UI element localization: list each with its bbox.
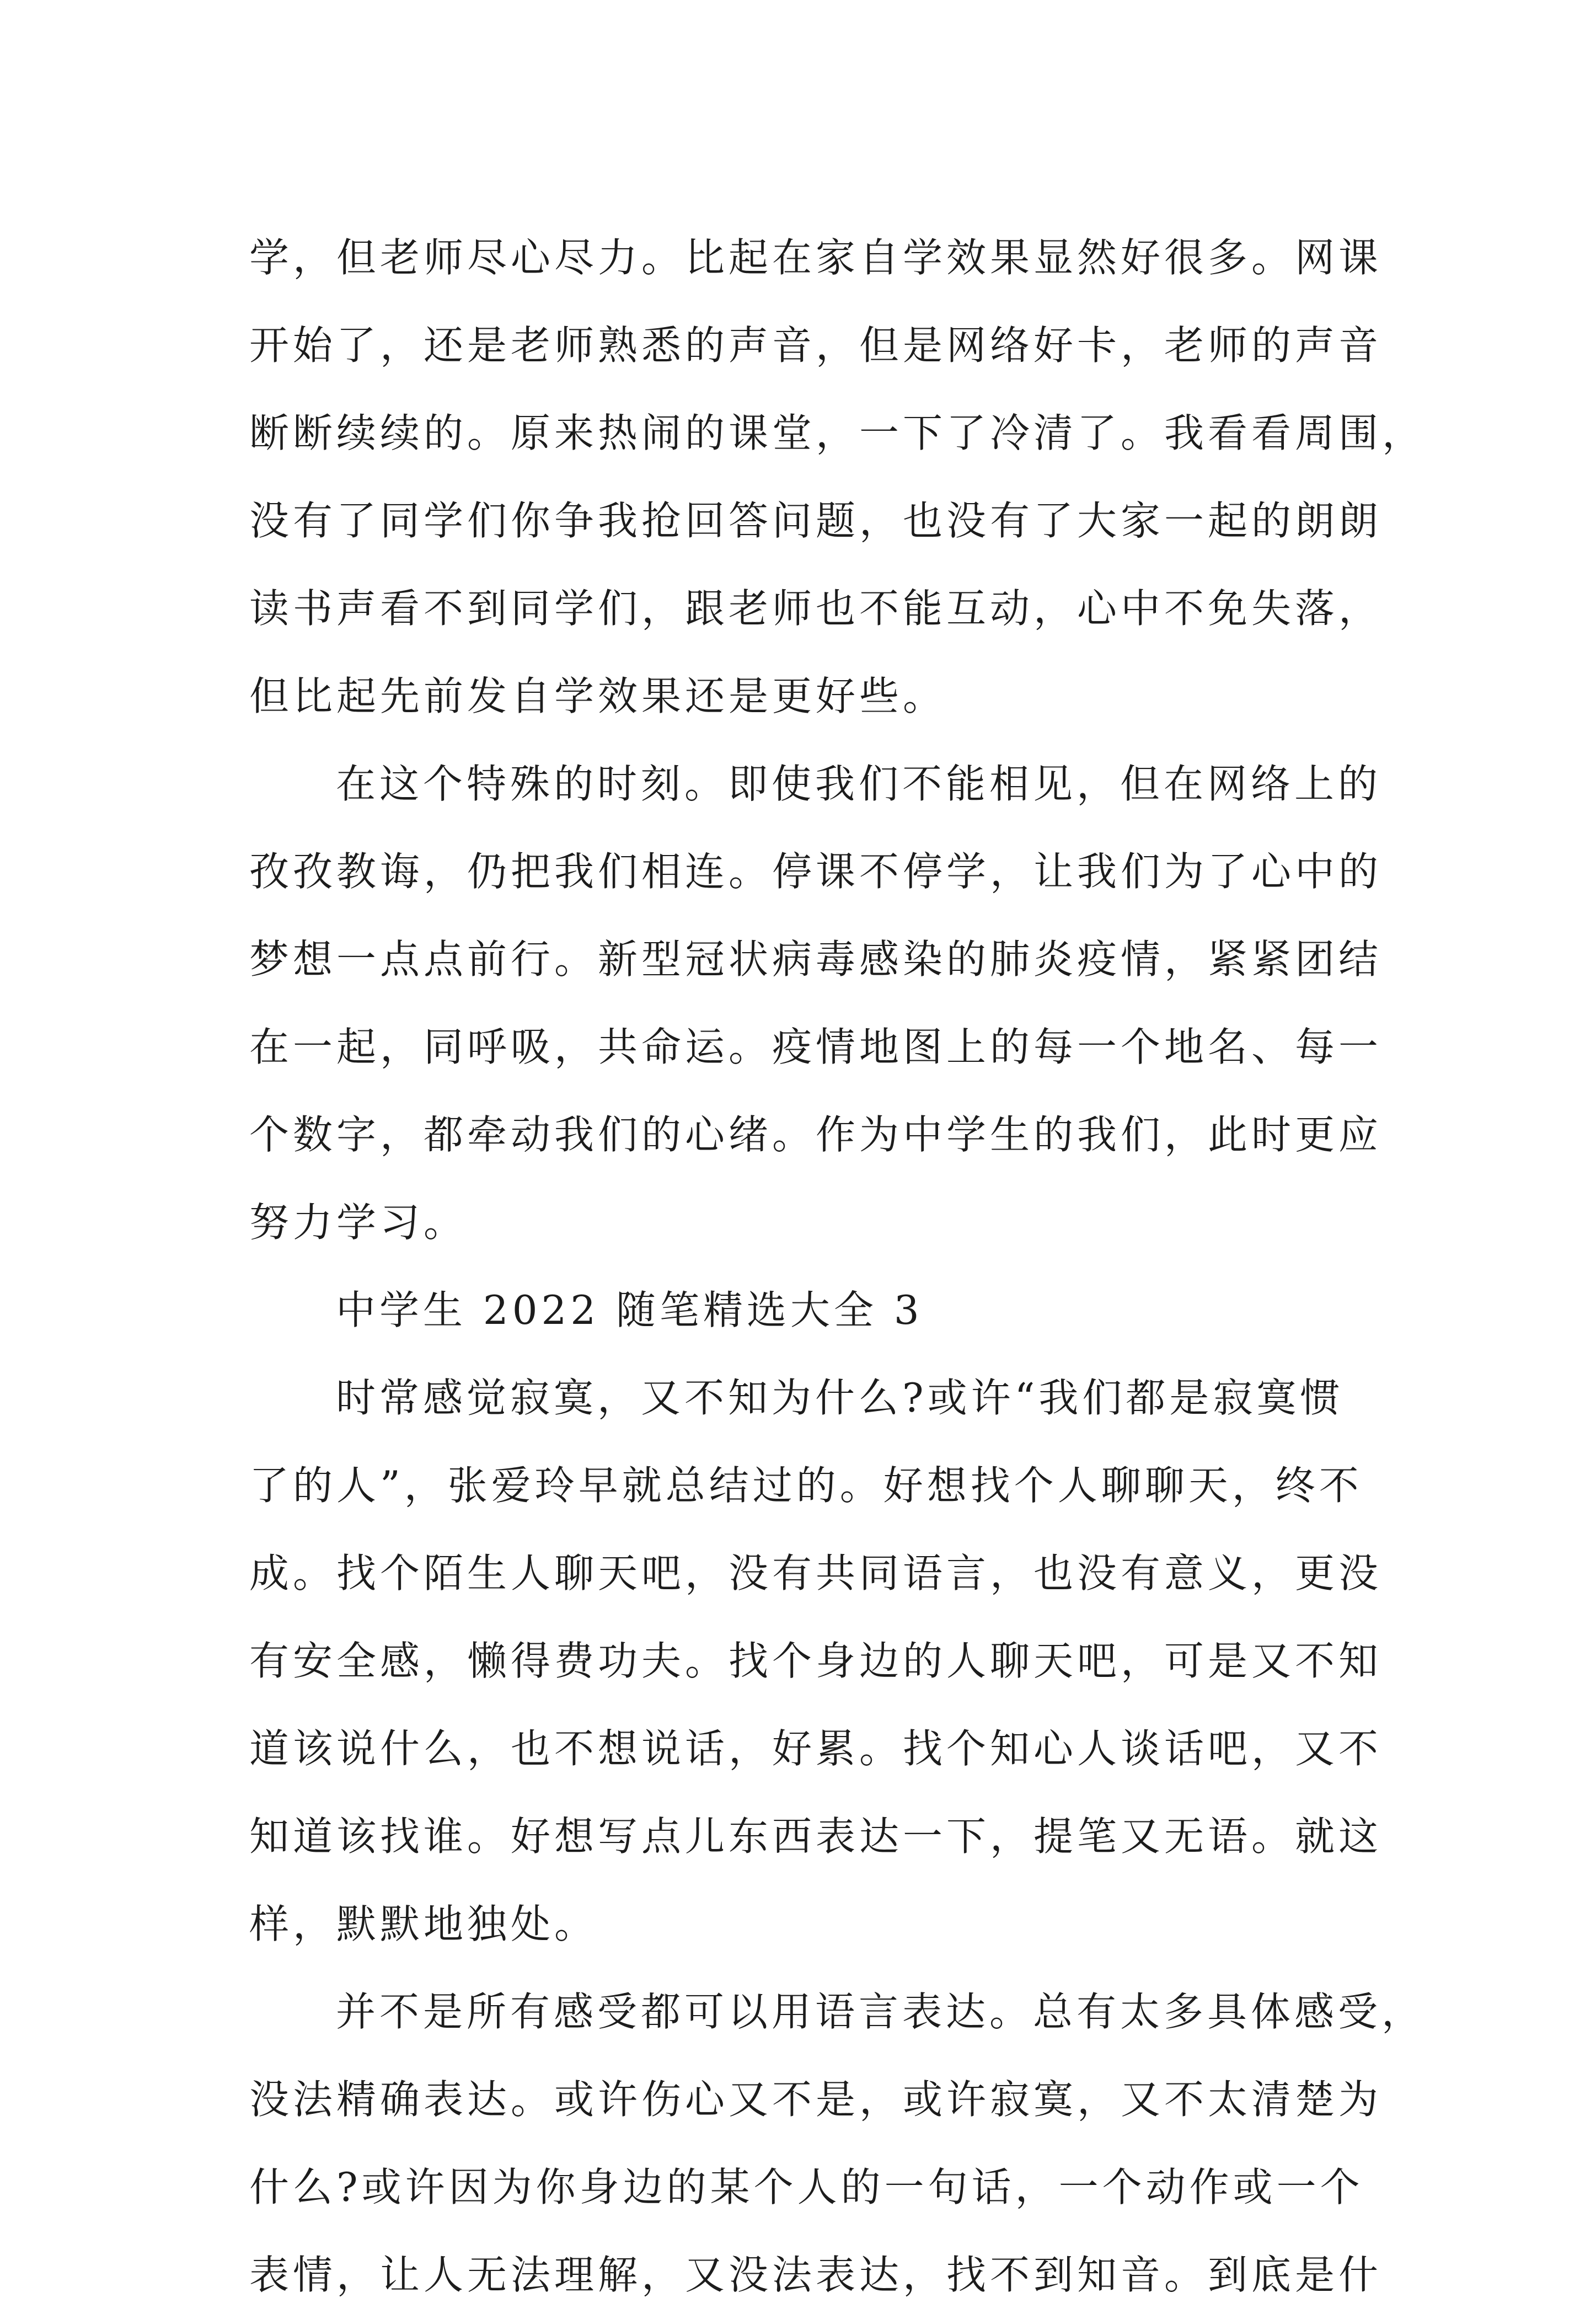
text-line: 孜孜教诲，仍把我们相连。停课不停学，让我们为了心中的: [249, 848, 1383, 895]
text-line: 样，默默地独处。: [249, 1901, 598, 1947]
text-line: 有安全感，懒得费功夫。找个身边的人聊天吧，可是又不知: [249, 1638, 1383, 1684]
text-line: 开始了，还是老师熟悉的声音，但是网络好卡，老师的声音: [249, 322, 1383, 368]
text-line: 时常感觉寂寞，又不知为什么?或许“我们都是寂寞惯: [336, 1375, 1344, 1421]
text-line: 个数字，都牵动我们的心绪。作为中学生的我们，此时更应: [249, 1112, 1383, 1158]
text-line: 成。找个陌生人聊天吧，没有共同语言，也没有意义，更没: [249, 1550, 1383, 1596]
text-line: 学，但老师尽心尽力。比起在家自学效果显然好很多。网课: [249, 234, 1383, 281]
text-line: 没法精确表达。或许伤心又不是，或许寂寞，又不太清楚为: [249, 2076, 1383, 2123]
text-line: 但比起先前发自学效果还是更好些。: [249, 673, 947, 719]
text-line: 什么?或许因为你身边的某个人的一句话，一个动作或一个: [249, 2164, 1364, 2210]
text-line: 在一起，同呼吸，共命运。疫情地图上的每一个地名、每一: [249, 1024, 1383, 1070]
text-line: 表情，让人无法理解，又没法表达，找不到知音。到底是什: [249, 2252, 1383, 2298]
text-line: 在这个特殊的时刻。即使我们不能相见，但在网络上的: [336, 761, 1382, 807]
text-line: 努力学习。: [249, 1199, 468, 1246]
text-line: 读书声看不到同学们，跟老师也不能互动，心中不免失落，: [249, 585, 1383, 632]
text-line: 了的人”，张爱玲早就总结过的。好想找个人聊聊天，终不: [249, 1462, 1363, 1509]
text-line: 道该说什么，也不想说话，好累。找个知心人谈话吧，又不: [249, 1725, 1383, 1772]
text-line: 断断续续的。原来热闹的课堂，一下了冷清了。我看看周围，: [249, 410, 1426, 456]
text-line: 并不是所有感受都可以用语言表达。总有太多具体感受，: [336, 1989, 1426, 2035]
text-line: 中学生 2022 随笔精选大全 3: [336, 1287, 923, 1333]
text-line: 没有了同学们你争我抢回答问题，也没有了大家一起的朗朗: [249, 498, 1383, 544]
document-body: [249, 214, 1426, 2319]
text-line: 梦想一点点前行。新型冠状病毒感染的肺炎疫情，紧紧团结: [249, 936, 1383, 982]
text-line: 知道该找谁。好想写点儿东西表达一下，提笔又无语。就这: [249, 1813, 1383, 1860]
